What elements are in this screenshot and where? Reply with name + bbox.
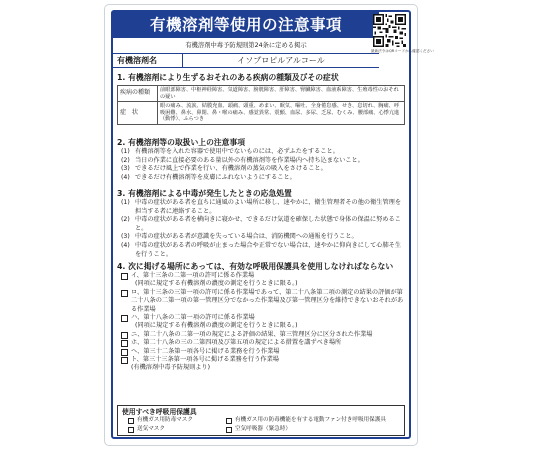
checklist-item: ニ、第二十八条の二第一項の規定による評価の結果、第三管理区分に区分された作業場: [121, 331, 405, 339]
sign-subtitle: 有機溶剤中毒予防規則第24条に定める掲示: [185, 42, 307, 49]
ppe-item: 有機ガス用の防毒機能を有する電動ファン付き呼吸用保護具: [226, 417, 400, 424]
checkbox[interactable]: [121, 357, 128, 364]
section-diseases-heading: 1. 有機溶剤により生ずるおそれのある疾病の種類及びその症状: [117, 73, 339, 82]
section-diseases: [117, 73, 405, 125]
list-item: (4) 中毒の症状がある者の呼吸が止まった場合や正常でない場合は、速やかに仰向きにして心肺そ生を行うこと。: [121, 241, 402, 258]
section-respirator-places: [117, 262, 405, 373]
checklist-item: ハ、第十八条の二第一項の許可に係る作業場: [121, 314, 405, 322]
checkbox[interactable]: [121, 315, 128, 322]
checklist-item: ホ、第二十八条の三の二第四項及び第五項の規定による措置を講ずべき場所: [121, 339, 405, 347]
checkbox[interactable]: [226, 427, 232, 433]
sign-body: [117, 72, 405, 437]
qr-caption: 最新法令はQRコードから確認ください: [371, 49, 434, 53]
ppe-box: [117, 405, 405, 436]
ppe-item: 送気マスク: [128, 426, 226, 433]
ppe-item: 有機ガス用防毒マスク: [128, 417, 226, 424]
list-item: (3) 中毒の症状がある者が意識を失っている場合は、消防機関への通報を行うこと。: [121, 233, 358, 241]
list-item: (2) 中毒の症状がある者を横向きに寝かせ、できるだけ気道を確保した状態で身体の保温に努めること。: [121, 216, 401, 232]
section-first-aid: [117, 189, 405, 259]
sign-board: [104, 4, 434, 446]
disease-type-label: 疾病の種類: [118, 86, 158, 102]
list-item: (1) 有機溶剤等を入れた容器で使用中でないものには、必ずふたをすること。: [121, 148, 339, 155]
list-item: (3) できるだけ風上で作業を行い、有機溶剤の蒸気の吸入をさけること。: [121, 165, 327, 173]
qr-code-icon: [373, 14, 406, 47]
list-item: (2) 当日の作業に直接必要のある量以外の有機溶剤等を作業場内へ持ち込まないこと。: [121, 156, 364, 164]
checkbox[interactable]: [121, 290, 128, 297]
checklist-item: ト、第三十三条第一項各号に掲げる業務を行う作業場: [121, 356, 405, 364]
symptom-value: 眼の痛み、流涙、結膜充血、頭痛、頭重、めまい、眠気、嘔吐、全身倦怠感、せき、息切れ、胸痛、呼吸困難、鼻水、鼻閉、鼻・喉の痛み、感覚異常、震顫、血尿、多尿、乏尿、むくみ、腰部痛、心悸亢進（動悸）、ふらつき: [158, 102, 405, 125]
checklist-note: (同項に規定する有機溶剤の濃度の測定を行うときに限る。): [135, 280, 298, 288]
checkbox[interactable]: [128, 427, 134, 433]
section-handling: [117, 138, 405, 182]
sign-frame: [111, 10, 434, 439]
section-first-aid-heading: 3. 有機溶剤による中毒が発生したときの応急処置: [117, 189, 292, 198]
checkbox[interactable]: [121, 332, 128, 339]
sign-title: 有機溶剤等使用の注意事項: [113, 12, 379, 38]
checklist-note: (同項に規定する有機溶剤の濃度の測定を行うときに限る。): [135, 322, 298, 330]
disease-type-value: 前眼部障害、中枢神経障害、気道障害、膀胱障害、肝障害、腎臓障害、血液系障害、生殖毒性のおそれの疑い: [158, 86, 405, 102]
ppe-heading: 使用すべき呼吸用保護具: [122, 408, 197, 416]
solvent-name-label: 有機溶剤名: [113, 54, 183, 67]
symptom-label: 症 状: [118, 102, 158, 125]
checklist-item: イ、第十三条の二第一項の許可に係る作業場: [121, 272, 405, 280]
list-item: (4) できるだけ有機溶剤等を皮膚にふれないようにすること。: [121, 173, 296, 181]
list-item: (1) 中毒の症状がある者を直ちに通風のよい場所に移し、速やかに、衛生管理者その他の衛生管理を担当する者に連絡すること。: [121, 199, 402, 215]
ppe-item: 空気呼吸器（緊急時）: [226, 426, 400, 433]
sign-header: [113, 12, 434, 65]
solvent-name-row: [113, 53, 379, 68]
checklist-item: ロ、第十三条の三第一項の許可に係る作業場であって、第二十八条第二項の測定の結果の評価が第二十八条の二第一項の第一管理区分でなかった作業場及び第一管理区分を維持できないおそれがある作業場: [121, 289, 405, 314]
checkbox[interactable]: [121, 340, 128, 347]
checkbox[interactable]: [128, 418, 134, 424]
regulation-note: (有機溶剤中毒予防規則より): [131, 364, 211, 372]
checkbox[interactable]: [226, 418, 232, 424]
disease-table: [117, 85, 405, 125]
section-handling-heading: 2. 有機溶剤等の取扱い上の注意事項: [117, 138, 246, 147]
checkbox[interactable]: [121, 273, 128, 280]
checklist-item: ヘ、第三十二条第一項各号に掲げる業務を行う作業場: [121, 348, 405, 356]
checkbox[interactable]: [121, 349, 128, 356]
solvent-name-value: イソプロピルアルコール: [237, 56, 325, 65]
section-respirator-heading: 4. 次に掲げる場所にあっては、有効な呼吸用保護具を使用しなければならない: [117, 262, 394, 271]
